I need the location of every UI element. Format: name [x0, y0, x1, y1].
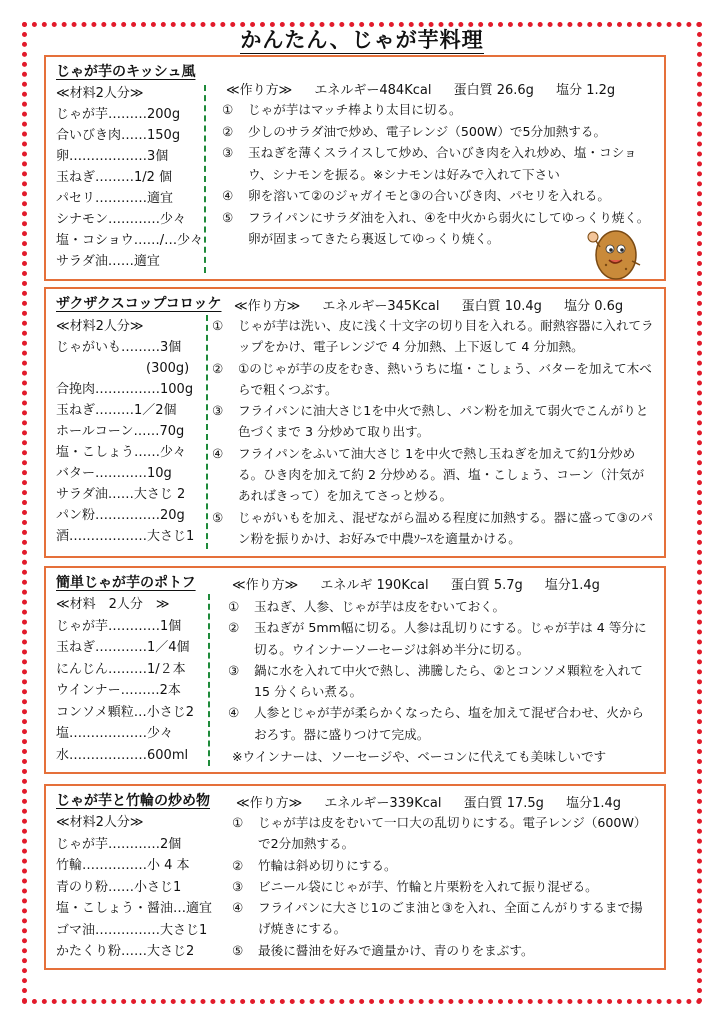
step-text: 鍋に水を入れて中火で熱し、沸騰したら、②とコンソメ顆粒を入れて 15 分くらい煮る。	[254, 662, 643, 700]
step-text: 人参とじゃが芋が柔らかくなったら、塩を加えて混ぜ合わせ、火からおろす。器に盛りつけて完成。	[254, 705, 645, 742]
step-item	[222, 121, 654, 143]
step-text: 玉ねぎを薄くスライスして炒め、合いびき肉を入れ炒め、塩・コショウ、シナモンを振る。※シナモンは好みで入れて下さい	[248, 145, 637, 182]
ingredients-heading: ≪材料2人分≫	[56, 319, 144, 334]
method-label: ≪作り方≫	[232, 578, 299, 593]
step-number: ⑤	[212, 509, 224, 525]
ingredient-item: ゴマ油……………大さじ1	[56, 922, 208, 938]
step-text: じゃがいもを加え、混ぜながら温める程度に加熱する。器に盛って③のパン粉を振りかけ、お好みで中農ｿｰｽを適量かける。	[238, 509, 654, 546]
protein-value: 蛋白質 10.4g	[461, 299, 542, 314]
step-text: フライパンに大さじ1のごま油と③を入れ、全面こんがりするまで揚げ焼きにする。	[258, 900, 643, 937]
step-text: 少しのサラダ油で炒め、電子レンジ（500W）で5分加熱する。	[248, 123, 607, 139]
ingredient-item: パセリ…………適宜	[56, 191, 174, 206]
energy-value: エネルギー484Kcal	[314, 83, 432, 98]
steps-list	[228, 596, 654, 745]
step-number: ③	[232, 878, 244, 894]
ingredient-item: 塩・コショウ……/…少々	[56, 233, 204, 248]
divider-dashed	[208, 594, 210, 766]
ingredient-list	[56, 594, 211, 766]
step-item	[212, 315, 654, 358]
steps-list	[232, 812, 654, 961]
method-label: ≪作り方≫	[226, 83, 293, 98]
energy-value: エネルギー345Kcal	[322, 299, 440, 314]
steps-list	[212, 315, 654, 549]
ingredient-item: 塩………………少々	[56, 726, 174, 741]
step-item	[228, 617, 654, 660]
step-number: ⑤	[232, 942, 244, 958]
step-number: ③	[222, 145, 234, 160]
divider-dashed	[204, 85, 206, 273]
step-number: ①	[232, 815, 244, 830]
step-text: フライパンをふいて油大さじ 1を中火で熱し玉ねぎを加えて約1分炒める。ひき肉を加えて約 2 分炒める。酒、塩・こしょう、コーン（汁気があればきって）を加えてさっと炒る。	[238, 445, 645, 504]
ingredient-item: 玉ねぎ………1/2 個	[56, 170, 173, 185]
step-number: ②	[222, 123, 234, 139]
ingredient-item: じゃがいも………3個	[56, 340, 182, 355]
ingredient-item: 竹輪……………小 4 本	[56, 858, 190, 873]
step-number: ②	[212, 360, 224, 376]
step-number: ④	[232, 900, 244, 916]
ingredients-heading: ≪材料 2人分 ≫	[56, 597, 170, 612]
step-text: じゃが芋はマッチ棒より太目に切る。	[248, 102, 462, 117]
step-item	[212, 400, 654, 443]
ingredient-item: ウインナー………2本	[56, 683, 181, 698]
step-item	[212, 358, 654, 401]
energy-value: エネルギ 190Kcal	[320, 578, 429, 593]
protein-value: 蛋白質 5.7g	[450, 578, 523, 593]
ingredient-list	[56, 83, 206, 272]
ingredient-item: 塩・こしょう・醤油…適宜	[56, 901, 213, 916]
salt-value: 塩分 1.2g	[556, 83, 616, 98]
step-number: ①	[212, 318, 224, 333]
step-text: フライパンにサラダ油を入れ、④を中火から弱火にしてゆっくり焼く。卵が固まってきたら裏返してゆっくり焼く。	[248, 209, 650, 246]
recipe-title: じゃが芋のキッシュ風	[56, 64, 196, 80]
ingredient-item: じゃが芋…………1個	[56, 618, 182, 634]
ingredients-heading: ≪材料2人分≫	[56, 86, 144, 101]
step-text: 卵を溶いて②のジャガイモと③の合いびき肉、パセリを入れる。	[248, 188, 610, 203]
ingredient-item: コンソメ顆粒…小さじ2	[56, 704, 195, 720]
nutrition-header	[232, 574, 618, 593]
step-text: じゃが芋は皮をむいて一口大の乱切りにする。電子レンジ（600W）で2分加熱する。	[258, 815, 647, 852]
step-item	[232, 812, 654, 855]
step-text: ビニール袋にじゃが芋、竹輪と片栗粉を入れて振り混ぜる。	[258, 878, 598, 894]
recipe-card-croquette	[44, 287, 666, 558]
ingredient-item: 玉ねぎ………1／2個	[56, 403, 177, 418]
ingredient-item: じゃが芋………200g	[56, 107, 181, 122]
recipe-note: ※ウインナーは、ソーセージや、ベーコンに代えても美味しいです	[232, 749, 607, 764]
ingredient-item: 合いびき肉……150g	[56, 128, 181, 143]
ingredient-item: 水………………600ml	[56, 747, 189, 763]
ingredient-item: 玉ねぎ…………1／4個	[56, 640, 190, 655]
step-text: 玉ねぎが 5mm幅に切る。人参は乱切りにする。じゃが芋は 4 等分に切る。ウインナーソーセージは斜め半分に切る。	[254, 620, 647, 657]
divider-dashed	[206, 315, 208, 549]
recipe-title: じゃが芋と竹輪の炒め物	[56, 793, 210, 809]
ingredient-item: にんじん………1/２本	[56, 661, 186, 677]
ingredient-item: 青のり粉……小さじ1	[56, 879, 182, 895]
method-label: ≪作り方≫	[236, 796, 303, 811]
step-item	[212, 507, 654, 550]
ingredient-item: サラダ油……大さじ 2	[56, 487, 186, 502]
ingredient-list	[56, 812, 216, 963]
ingredient-item: じゃが芋…………2個	[56, 836, 182, 852]
step-number: ④	[222, 188, 234, 203]
step-text: 玉ねぎ、人参、じゃが芋は皮をむいておく。	[254, 599, 506, 614]
step-number: ①	[228, 599, 240, 614]
step-text: 最後に醤油を好みで適量かけ、青のりをまぶす。	[258, 942, 534, 958]
energy-value: エネルギー339Kcal	[324, 796, 442, 811]
step-item	[212, 443, 654, 507]
protein-value: 蛋白質 17.5g	[463, 796, 544, 811]
recipe-title: 簡単じゃが芋のポトフ	[56, 575, 196, 591]
step-number: ③	[212, 403, 224, 419]
method-label: ≪作り方≫	[234, 299, 301, 314]
recipe-title: ザクザクスコップコロッケ	[56, 296, 222, 312]
step-item	[232, 855, 654, 876]
ingredient-item: パン粉……………20g	[56, 508, 185, 523]
step-item	[228, 660, 654, 703]
recipe-card-quiche	[44, 55, 666, 281]
ingredient-item: 塩・こしょう……少々	[56, 445, 187, 460]
step-text: じゃが芋は洗い、皮に浅く十文字の切り目を入れる。耐熱容器に入れてラップをかけ、電子レンジで 4 分加熱、上下返して 4 分加熱。	[238, 318, 654, 355]
step-item	[222, 99, 654, 121]
potato-mascot-icon	[584, 225, 644, 281]
step-number: ②	[232, 857, 244, 873]
ingredients-heading: ≪材料2人分≫	[56, 815, 144, 830]
step-item	[232, 940, 654, 961]
step-item	[228, 596, 654, 617]
step-number: ①	[222, 102, 234, 117]
step-text: フライパンに油大さじ1を中火で熱し、パン粉を加えて弱火でこんがりと色づくまで 3 分炒めて取り出す。	[238, 403, 649, 440]
ingredient-item: (300g)	[146, 361, 190, 376]
ingredient-item: ホールコーン……70g	[56, 424, 185, 439]
page-title: かんたん、じゃが芋料理	[240, 28, 484, 52]
step-item	[232, 897, 654, 940]
salt-value: 塩分1.4g	[566, 796, 622, 811]
ingredient-item: サラダ油……適宜	[56, 254, 160, 269]
step-number: ⑤	[222, 209, 234, 225]
ingredient-item: シナモン…………少々	[56, 212, 187, 227]
nutrition-header	[234, 295, 641, 314]
ingredient-item: 酒………………大さじ1	[56, 529, 195, 544]
nutrition-header	[226, 79, 633, 98]
step-number: ②	[228, 620, 240, 636]
step-text: ①のじゃが芋の皮をむき、熱いうちに塩・こしょう、バターを加えて木べらで粗くつぶす。	[238, 360, 652, 397]
recipe-card-potofu	[44, 566, 666, 774]
step-item	[222, 142, 654, 185]
title-underline	[240, 53, 484, 54]
step-number: ④	[228, 705, 240, 721]
recipe-card-chikuwa	[44, 784, 666, 970]
protein-value: 蛋白質 26.6g	[453, 83, 534, 98]
step-text: 竹輪は斜め切りにする。	[258, 857, 397, 873]
step-item	[228, 702, 654, 745]
ingredient-item: かたくり粉……大さじ2	[56, 944, 195, 959]
ingredient-item: バター…………10g	[56, 466, 172, 481]
step-item	[232, 876, 654, 897]
nutrition-header	[236, 792, 639, 811]
step-item	[222, 185, 654, 207]
salt-value: 塩分 0.6g	[564, 299, 624, 314]
ingredient-item: 合挽肉……………100g	[56, 382, 194, 397]
step-number: ④	[212, 445, 224, 461]
ingredient-item: 卵………………3個	[56, 149, 169, 164]
salt-value: 塩分1.4g	[544, 578, 600, 593]
step-number: ③	[228, 662, 240, 678]
ingredient-list	[56, 316, 206, 547]
